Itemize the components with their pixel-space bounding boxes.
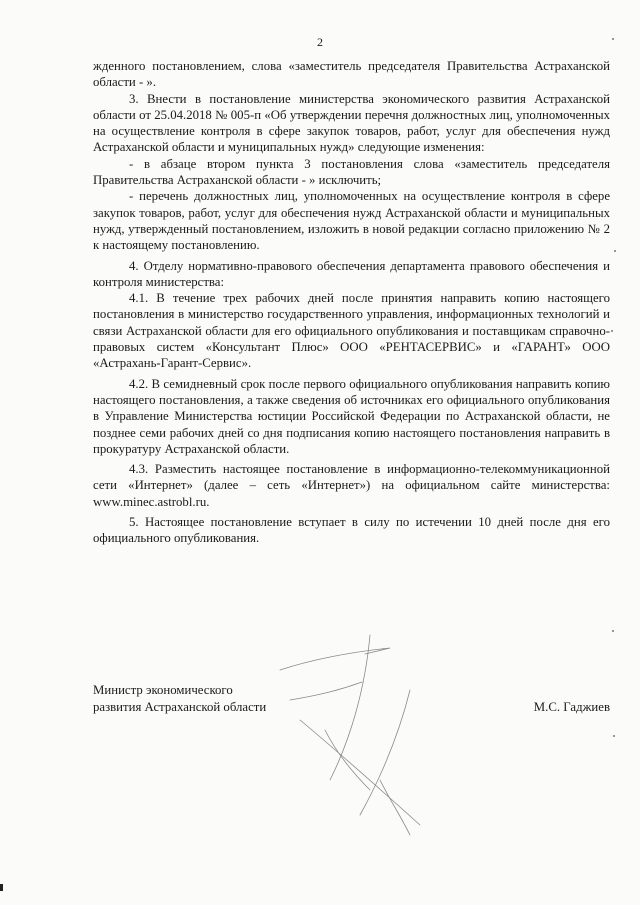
paragraph-item-3: 3. Внести в постановление министерства экономического развития Астраханской области от 25.04.2018 № 005-п «Об утверждении перечня должностных лиц, уполномоченных на осуществление контроля в сфере закупок товаров, работ, услуг для обеспечения нужд Астраханской области и муниципальных нужд» следующие изменения:: [93, 91, 610, 155]
signatory-title-line-1: Министр экономического: [93, 683, 233, 697]
paragraph-item-5: 5. Настоящее постановление вступает в силу по истечении 10 дней после дня его официального опубликования.: [93, 515, 610, 546]
paragraph-item-3-sub-2: - перечень должностных лиц, уполномоченных на осуществление контроля в сфере закупок товаров, работ, услуг для обеспечения нужд Астраханской области и муниципальных нужд, утвержденный постановлением, изложить в новой редакции согласно приложению № 2 к настоящему постановлению.: [93, 189, 610, 253]
handwritten-signature: [270, 630, 440, 840]
signatory-title: [93, 682, 266, 716]
signatory-name: М.С. Гаджиев: [533, 700, 610, 714]
paragraph-item-4: 4. Отделу нормативно-правового обеспечения департамента правового обеспечения и контроля министерства:: [93, 258, 610, 289]
paragraph-item-4-2: 4.2. В семидневный срок после первого официального опубликования направить копию настоящего постановления, а также сведения об источниках его официального опубликования в Управление Министерства юстиции Российской Федерации по Астраханской области, не позднее семи рабочих дней со дня подписания копию настоящего постановления направить в прокуратуру Астраханской области.: [93, 376, 610, 456]
scan-speck: [613, 735, 615, 737]
document-body: [93, 58, 610, 547]
page-number: 2: [317, 35, 323, 49]
paragraph-continuation: жденного постановлением, слова «заместитель председателя Правительства Астраханской области - ».: [93, 59, 610, 90]
scan-speck: [614, 250, 616, 252]
paragraph-item-3-sub-1: - в абзаце втором пункта 3 постановления слова «заместитель председателя Правительства Астраханской области - » исключить;: [93, 156, 610, 188]
scan-speck: [611, 330, 613, 332]
signatory-title-line-2: развития Астраханской области: [93, 700, 267, 714]
scan-speck: [612, 38, 614, 40]
paragraph-item-4-3: 4.3. Разместить настоящее постановление в информационно-телекоммуникационной сети «Интернет» (далее – сеть «Интернет») на официальном сайте министерства: www.minec.astrobl.ru.: [93, 462, 610, 509]
scan-speck: [612, 630, 614, 632]
scan-edge-mark: [0, 884, 3, 891]
paragraph-item-4-1: 4.1. В течение трех рабочих дней после принятия направить копию настоящего постановления в министерство государственного управления, информационных технологий и связи Астраханской области для его официального опубликования и поставщикам справочно-правовых систем «Консультант Плюс» ООО «РЕНТАСЕРВИС» и «ГАРАНТ» ООО «Астрахань-Гарант-Сервис».: [93, 291, 610, 371]
